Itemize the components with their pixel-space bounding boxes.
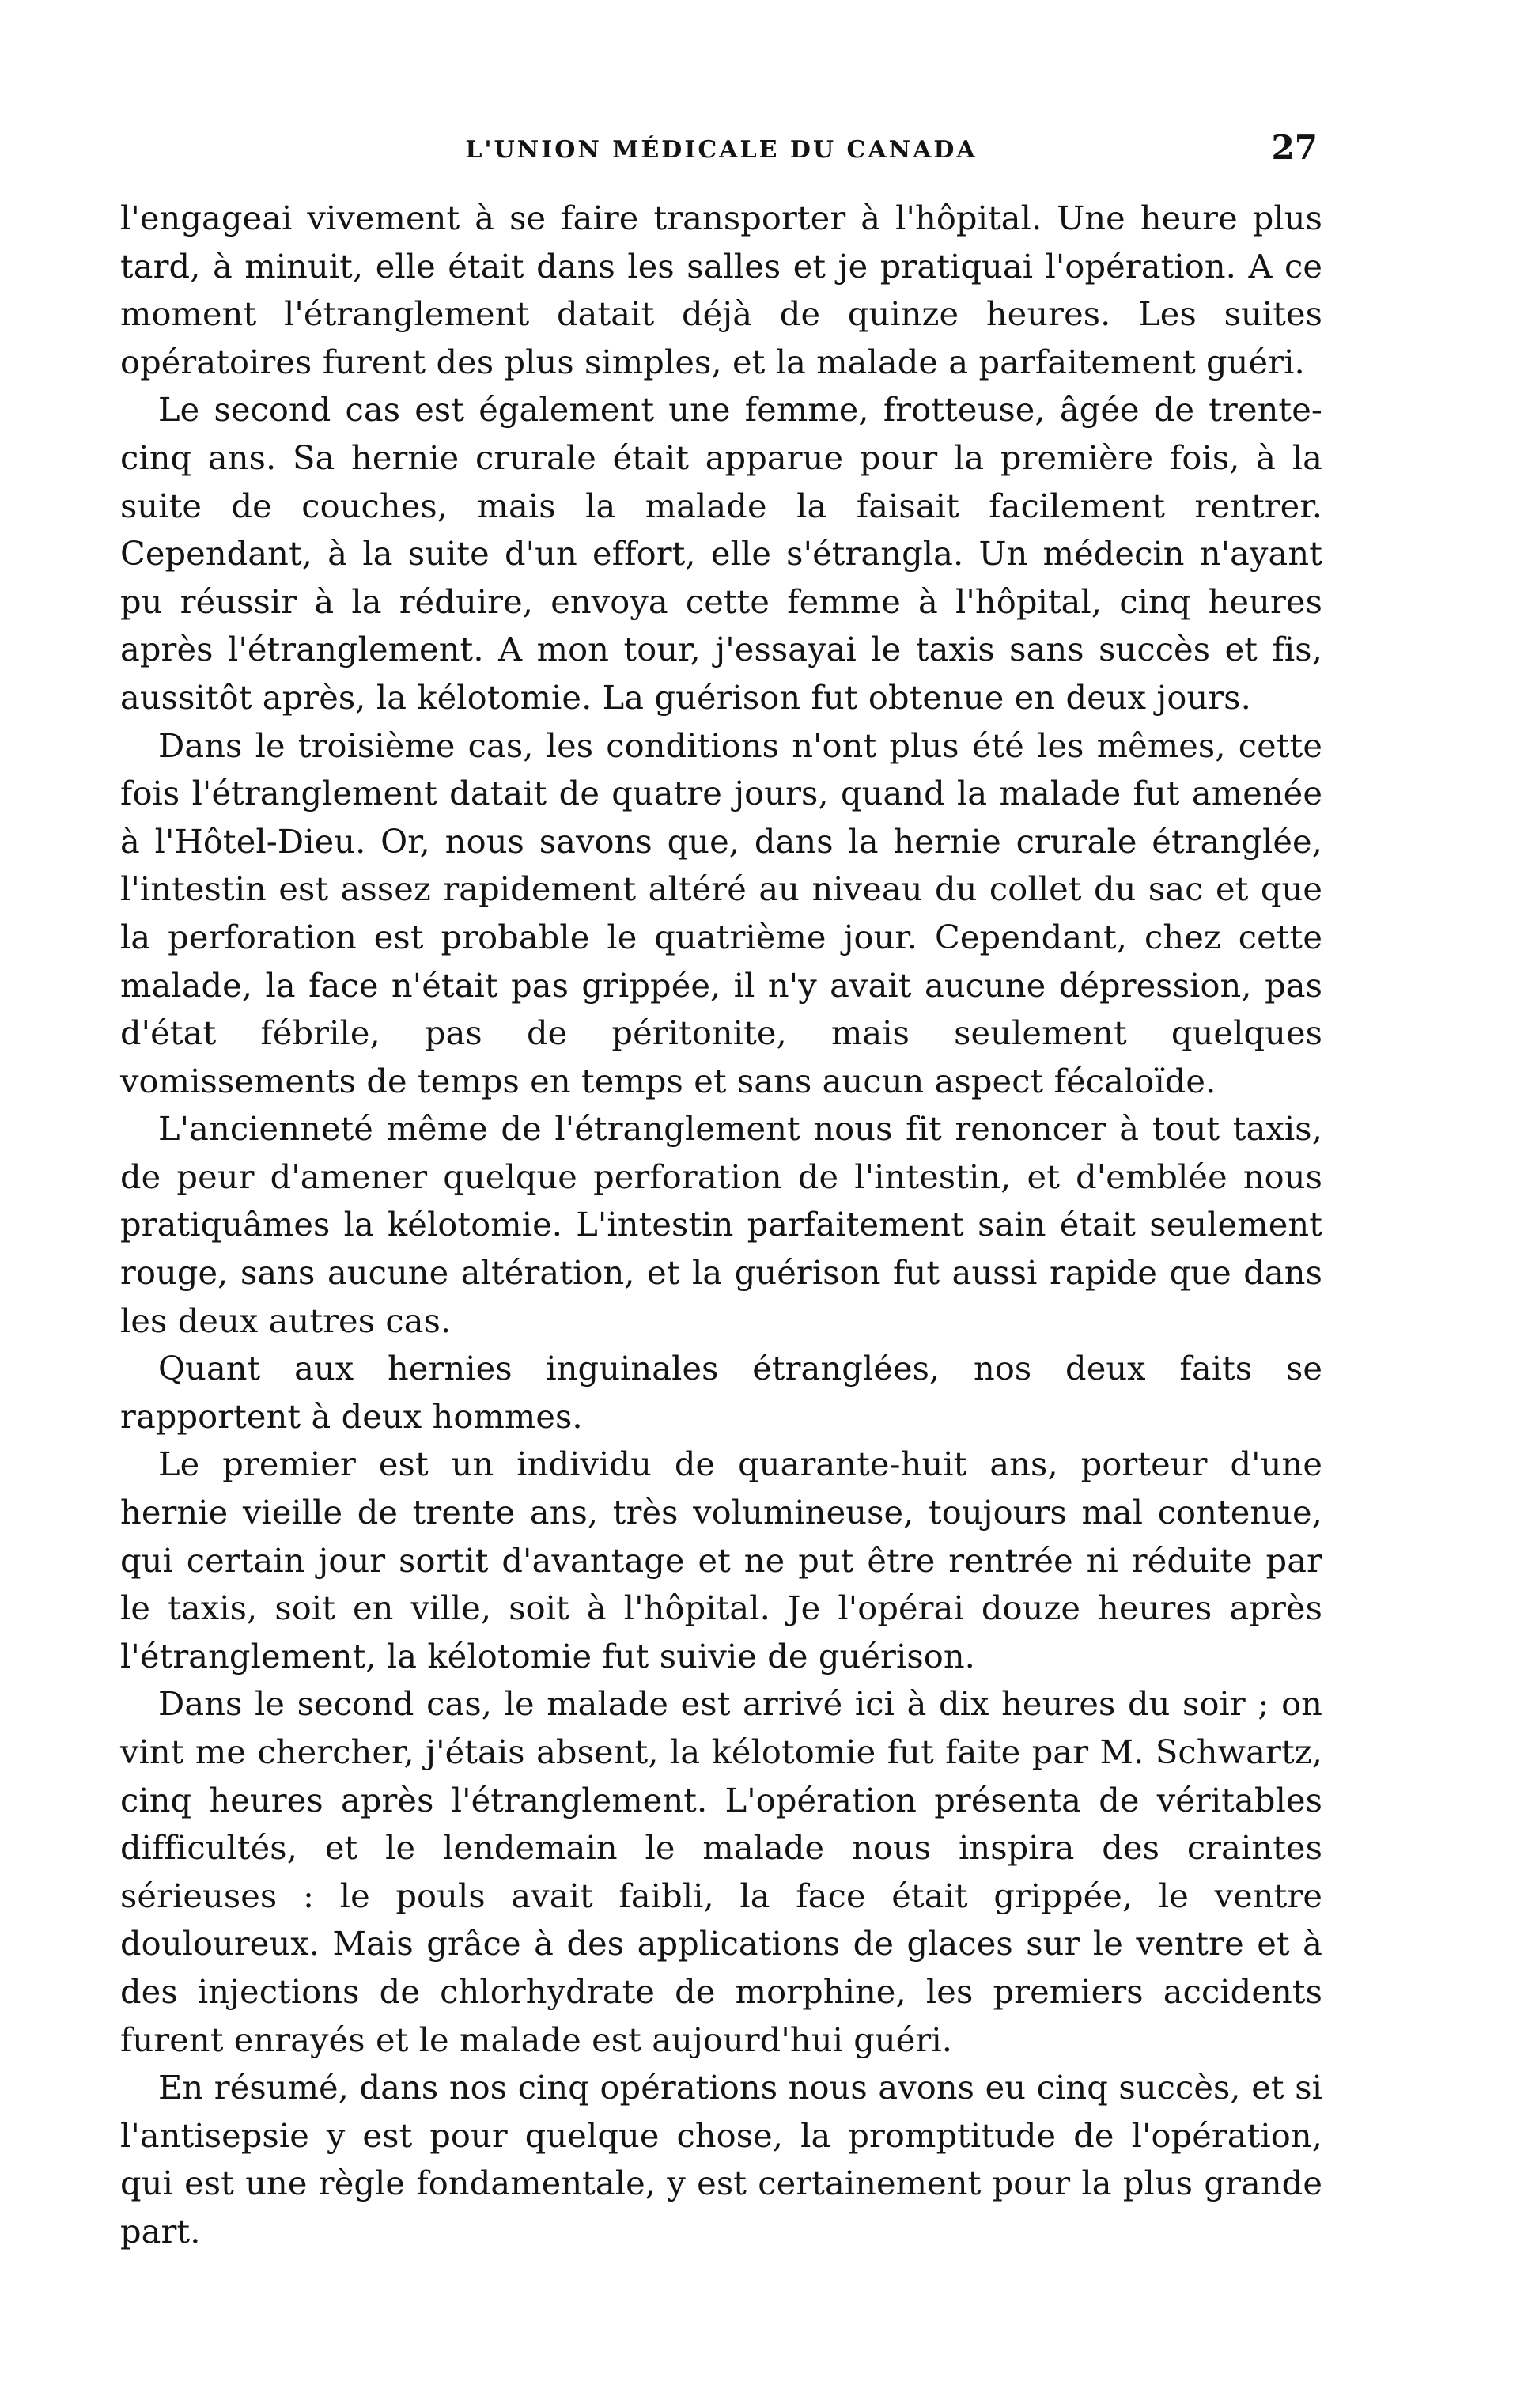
- paragraph-second-case: Le second cas est également une femme, frotteuse, âgée de trente-cinq ans. Sa hernie crurale était apparue pour la première fois, à la suite de couches, mais la malade la faisait facilement rentrer. Cependant, à la suite d'un effort, elle s'étrangla. Un médecin n'ayant pu réussir à la réduire, envoya cette femme à l'hôpital, cinq heures après l'étranglement. A mon tour, j'essayai le taxis sans succès et fis, aussitôt après, la kélotomie. La guérison fut obtenue en deux jours.: [120, 390, 1322, 717]
- running-head: [120, 127, 1322, 174]
- paragraph-second-man: Dans le second cas, le malade est arrivé ici à dix heures du soir ; on vint me chercher, j'étais absent, la kélotomie fut faite par M. Schwartz, cinq heures après l'étranglement. L'opération présenta de véritables difficultés, et le lendemain le malade nous inspira des craintes sérieuses : le pouls avait faibli, la face était grippée, le ventre douloureux. Mais grâce à des applications de glaces sur le ventre et à des injections de chlorhydrate de morphine, les premiers accidents furent enrayés et le malade est aujourd'hui guéri.: [120, 1684, 1322, 2059]
- paragraph-seniority: L'ancienneté même de l'étranglement nous fit renoncer à tout taxis, de peur d'amener quelque perforation de l'intestin, et d'emblée nous pratiquâmes la kélotomie. L'intestin parfaitement sain était seulement rouge, sans aucune altération, et la guérison fut aussi rapide que dans les deux autres cas.: [120, 1109, 1322, 1340]
- paragraph-continuation: l'engageai vivement à se faire transporter à l'hôpital. Une heure plus tard, à minuit, elle était dans les salles et je pratiquai l'opération. A ce moment l'étranglement datait déjà de quinze heures. Les suites opératoires furent des plus simples, et la malade a parfaitement guéri.: [120, 199, 1322, 381]
- paragraph-inguinal-hernias: Quant aux hernies inguinales étranglées, nos deux faits se rapportent à deux hommes.: [120, 1349, 1322, 1436]
- journal-title: L'UNION MÉDICALE DU CANADA: [465, 136, 978, 164]
- paragraph-summary: En résumé, dans nos cinq opérations nous avons eu cinq succès, et si l'antisepsie y est pour quelque chose, la promptitude de l'opération, qui est une règle fondamentale, y est certainement pour la plus grande part.: [120, 2068, 1322, 2251]
- body-text: [120, 195, 1322, 2256]
- paragraph-third-case: Dans le troisième cas, les conditions n'ont plus été les mêmes, cette fois l'étranglement datait de quatre jours, quand la malade fut amenée à l'Hôtel-Dieu. Or, nous savons que, dans la hernie crurale étranglée, l'intestin est assez rapidement altéré au niveau du collet du sac et que la perforation est probable le quatrième jour. Cependant, chez cette malade, la face n'était pas grippée, il n'y avait aucune dépression, pas d'état fébrile, pas de péritonite, mais seulement quelques vomissements de temps en temps et sans aucun aspect fécaloïde.: [120, 725, 1322, 1100]
- paragraph-first-man: Le premier est un individu de quarante-huit ans, porteur d'une hernie vieille de trente ans, très volumineuse, toujours mal contenue, qui certain jour sortit d'avantage et ne put être rentrée ni réduite par le taxis, soit en ville, soit à l'hôpital. Je l'opérai douze heures après l'étranglement, la kélotomie fut suivie de guérison.: [120, 1444, 1322, 1675]
- page-number: 27: [1271, 128, 1318, 167]
- book-page: [120, 127, 1322, 2256]
